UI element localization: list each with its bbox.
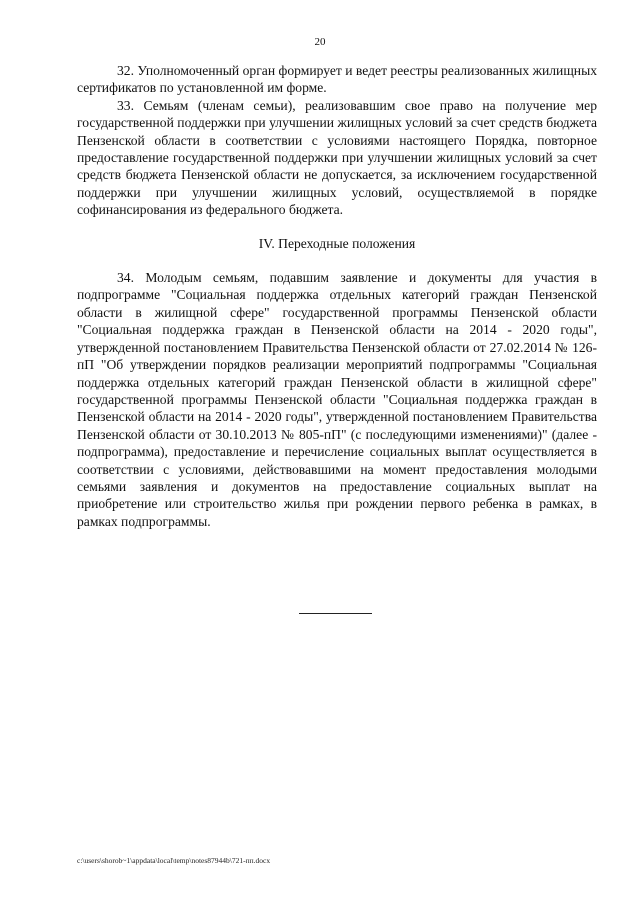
document-body xyxy=(77,62,597,530)
section-heading: IV. Переходные положения xyxy=(258,235,416,251)
page-number: 20 xyxy=(314,36,326,48)
paragraph-32: 32. Уполномоченный орган формирует и ведет реестры реализованных жилищных сертификатов по установленной им форме. xyxy=(77,63,597,96)
paragraph-33: 33. Семьям (членам семьи), реализовавшим свое право на получение мер государственной поддержки при улучшении жилищных условий за счет средств бюджета Пензенской области в соответствии с условиями настоящего Порядка, повторное предоставление государственной поддержки при улучшении жилищных условий за счет средств бюджета Пензенской области не допускается, за исключением государственной поддержки при улучшении жилищных условий, осуществляемой в порядке софинансирования из федерального бюджета. xyxy=(77,97,597,218)
end-of-text-rule xyxy=(299,613,372,614)
paragraph-34: 34. Молодым семьям, подавшим заявление и документы для участия в подпрограмме "Социальная поддержка отдельных категорий граждан Пензенской области в жилищной сфере" государственной программы Пензенской области "Социальная поддержка граждан в Пензенской области на 2014 - 2020 годы", утвержденной постановлением Правительства Пензенской области от 27.02.2014 № 126-пП "Об утверждении порядков реализации мероприятий подпрограммы "Социальная поддержка отдельных категорий граждан Пензенской области в жилищной сфере" государственной программы Пензенской области "Социальная поддержка граждан в Пензенской области на 2014 - 2020 годы", утвержденной постановлением Правительства Пензенской области от 30.10.2013 № 805-пП" (с последующими изменениями)" (далее - подпрограмма), предоставление и перечисление социальных выплат осуществляется в соответствии с условиями, действовавшими на момент предоставления молодыми семьями заявления и документов на предоставление социальных выплат на приобретение или строительство жилья при рождении первого ребенка в рамках, в рамках подпрограммы. xyxy=(77,270,597,529)
footer-file-path: c:\users\shorob~1\appdata\local\temp\notes87944b\721-пп.docx xyxy=(77,856,271,865)
